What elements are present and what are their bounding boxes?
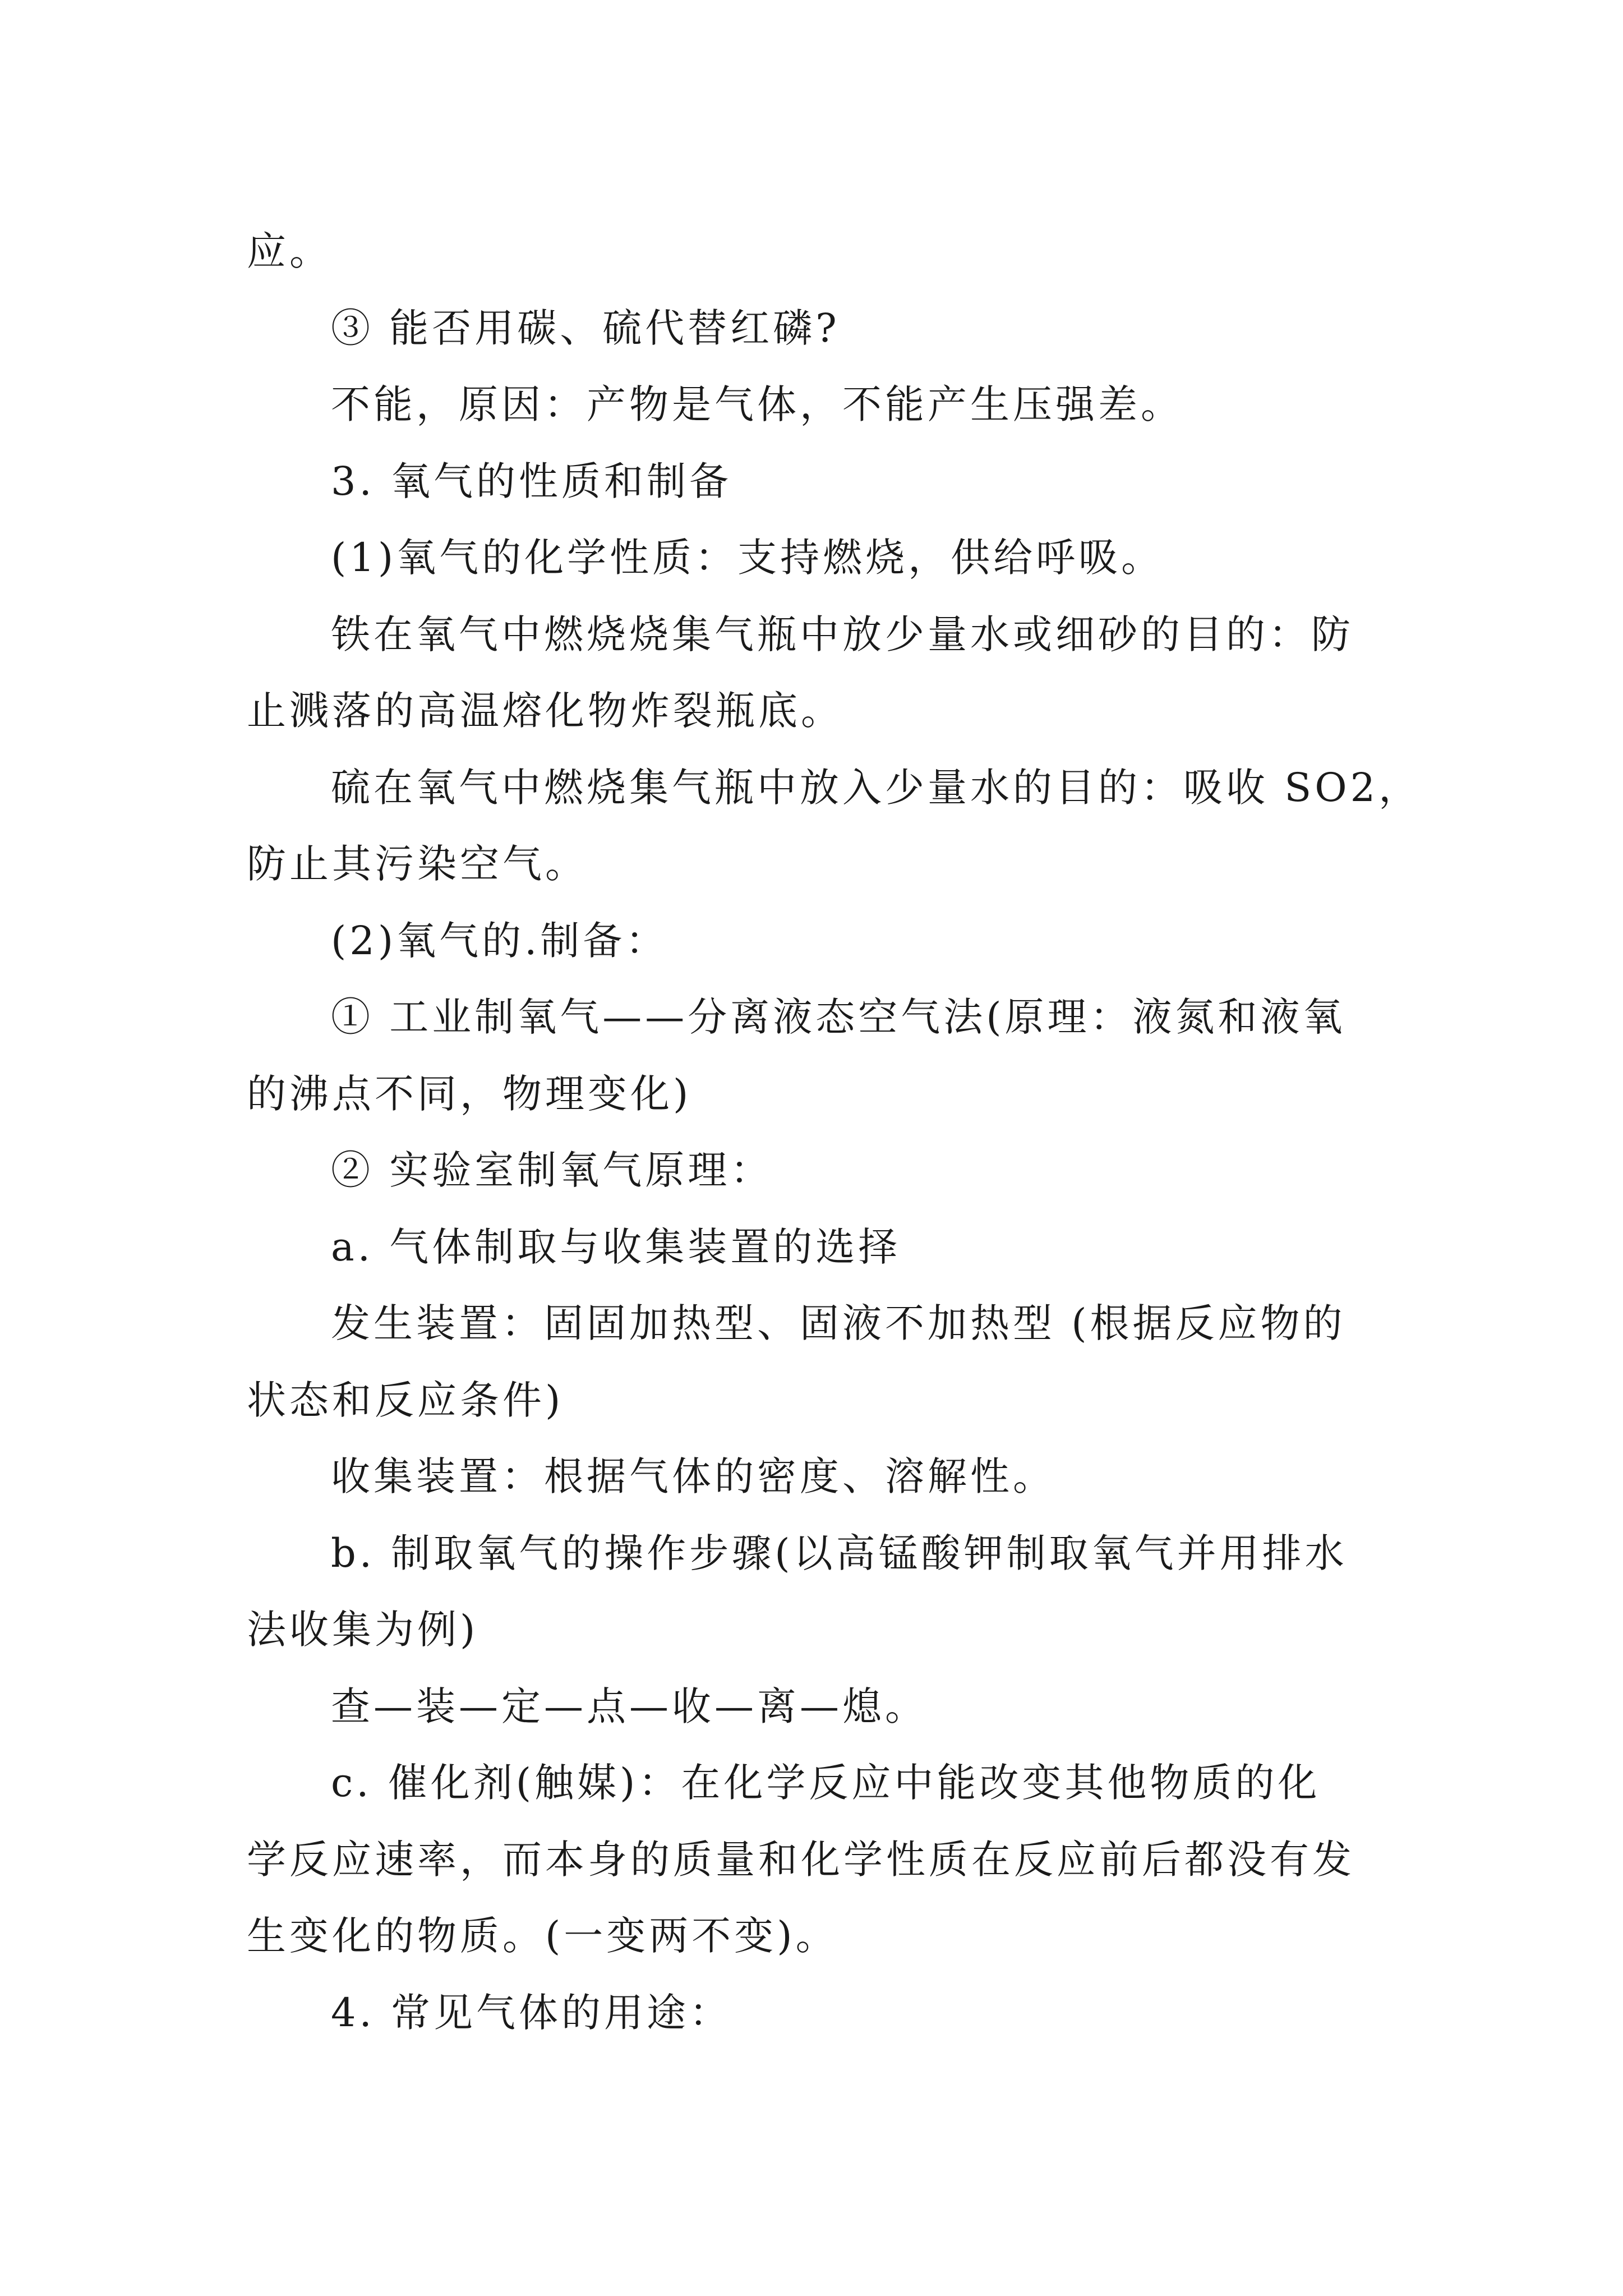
text-line: 学反应速率，而本身的质量和化学性质在反应前后都没有发 xyxy=(247,1836,1355,1883)
text-line: ① 工业制氧气——分离液态空气法(原理：液氮和液氧 xyxy=(331,994,1346,1040)
text-line: 硫在氧气中燃烧集气瓶中放入少量水的目的：吸收 SO2， xyxy=(331,764,1422,811)
document-body xyxy=(247,213,1422,2051)
text-line: 生变化的物质。(一变两不变)。 xyxy=(247,1913,838,1959)
section-heading: 3. 氧气的性质和制备 xyxy=(331,458,732,504)
section-heading: 4. 常见气体的用途： xyxy=(331,1989,732,2036)
text-line: 的沸点不同，物理变化) xyxy=(247,1070,692,1117)
text-line: 不能，原因：产物是气体，不能产生压强差。 xyxy=(331,381,1183,427)
text-line: c. 催化剂(触媒)：在化学反应中能改变其他物质的化 xyxy=(331,1760,1321,1806)
text-line: ③ 能否用碳、硫代替红磷? xyxy=(331,305,840,351)
text-line: 查—装—定—点—收—离—熄。 xyxy=(331,1683,928,1729)
text-line: ② 实验室制氧气原理： xyxy=(331,1147,773,1193)
text-line: a. 气体制取与收集装置的选择 xyxy=(331,1223,901,1270)
text-line: 止溅落的高温熔化物炸裂瓶底。 xyxy=(247,688,843,734)
text-line: 法收集为例) xyxy=(247,1607,479,1653)
text-line: 铁在氧气中燃烧烧集气瓶中放少量水或细砂的目的：防 xyxy=(331,611,1354,657)
text-line: 应。 xyxy=(247,228,332,274)
text-line: 状态和反应条件) xyxy=(247,1377,564,1423)
text-line: 发生装置：固固加热型、固液不加热型 (根据反应物的 xyxy=(331,1300,1346,1346)
text-line: 收集装置：根据气体的密度、溶解性。 xyxy=(331,1453,1055,1499)
text-line: 防止其污染空气。 xyxy=(247,841,588,887)
text-line: b. 制取氧气的操作步骤(以高锰酸钾制取氧气并用排水 xyxy=(331,1530,1348,1576)
text-line: (1)氧气的化学性质：支持燃烧，供给呼吸。 xyxy=(331,535,1164,581)
text-line: (2)氧气的.制备： xyxy=(331,917,668,964)
